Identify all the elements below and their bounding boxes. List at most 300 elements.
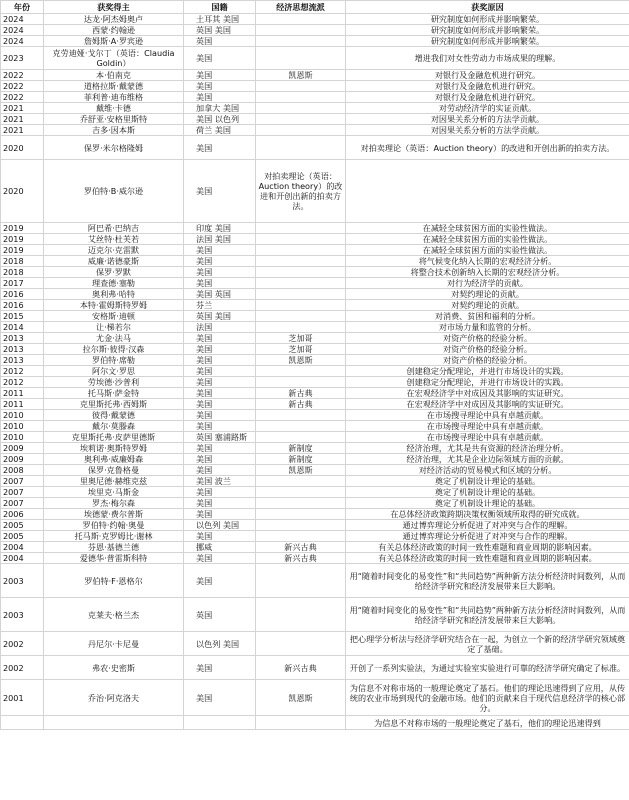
name-cell: 罗伯特·约翰·奥曼 [44, 520, 184, 531]
year-cell: 2009 [1, 443, 44, 454]
year-cell: 2013 [1, 344, 44, 355]
name-cell: 保罗·米尔格隆姆 [44, 136, 184, 160]
name-cell: 克里斯托弗·西姆斯 [44, 399, 184, 410]
year-cell: 2024 [1, 36, 44, 47]
year-cell: 2001 [1, 680, 44, 716]
nationality-cell: 美国 [184, 92, 256, 103]
school-cell: 凯恩斯 [256, 680, 346, 716]
table-row [1, 432, 629, 443]
reason-cell: 经济治理，尤其是企业边际领域方面的贡献。 [346, 454, 629, 465]
school-cell [256, 278, 346, 289]
school-cell: 新古典 [256, 388, 346, 399]
reason-cell: 在减轻全球贫困方面的实验性做法。 [346, 234, 629, 245]
year-cell: 2022 [1, 81, 44, 92]
name-cell: 让·梯若尔 [44, 322, 184, 333]
nationality-cell: 以色列 美国 [184, 632, 256, 656]
school-cell [256, 92, 346, 103]
name-cell: 埃莉诺·奥斯特罗姆 [44, 443, 184, 454]
reason-cell: 开创了一系列实验法，为通过实验室实验进行可靠的经济学研究确定了标准。 [346, 656, 629, 680]
reason-cell: 在市场搜寻理论中具有卓越贡献。 [346, 410, 629, 421]
reason-cell: 对消费、贫困和福利的分析。 [346, 311, 629, 322]
year-cell: 2022 [1, 70, 44, 81]
year-cell: 2011 [1, 388, 44, 399]
name-cell: 埃里克·马斯金 [44, 487, 184, 498]
table-row [1, 487, 629, 498]
header-school: 经济思想流派 [256, 1, 346, 14]
nationality-cell: 芬兰 [184, 300, 256, 311]
reason-cell: 在减轻全球贫困方面的实验性做法。 [346, 223, 629, 234]
reason-cell: 对拍卖理论（英语：Auction theory）的改进和开创出新的拍卖方法。 [346, 136, 629, 160]
table-row [1, 564, 629, 598]
name-cell: 本特·霍姆斯特罗姆 [44, 300, 184, 311]
table-row [1, 344, 629, 355]
table-row [1, 136, 629, 160]
school-cell [256, 632, 346, 656]
nationality-cell: 美国 [184, 656, 256, 680]
table-row [1, 421, 629, 432]
header-year: 年份 [1, 1, 44, 14]
nationality-cell: 美国 [184, 278, 256, 289]
nationality-cell: 美国 [184, 344, 256, 355]
name-cell: 罗杰·梅尔森 [44, 498, 184, 509]
school-cell [256, 103, 346, 114]
nationality-cell: 美国 [184, 498, 256, 509]
school-cell: 新兴古典 [256, 553, 346, 564]
header-nationality: 国籍 [184, 1, 256, 14]
table-row [1, 114, 629, 125]
table-row [1, 333, 629, 344]
table-row [1, 366, 629, 377]
school-cell [256, 245, 346, 256]
name-cell: 达龙·阿杰姆奥卢 [44, 14, 184, 25]
nationality-cell: 美国 [184, 388, 256, 399]
nationality-cell: 美国 波兰 [184, 476, 256, 487]
name-cell: 迈克尔·克雷默 [44, 245, 184, 256]
table-row [1, 388, 629, 399]
name-cell: 罗伯特·B·威尔逊 [44, 160, 184, 223]
year-cell: 2019 [1, 245, 44, 256]
reason-cell: 对契约理论的贡献。 [346, 289, 629, 300]
table-row [1, 223, 629, 234]
school-cell [256, 81, 346, 92]
nationality-cell: 美国 [184, 399, 256, 410]
name-cell: 罗伯特·F·恩格尔 [44, 564, 184, 598]
school-cell [256, 564, 346, 598]
reason-cell: 对行为经济学的贡献。 [346, 278, 629, 289]
table-row [1, 36, 629, 47]
table-row [1, 465, 629, 476]
school-cell [256, 476, 346, 487]
reason-cell: 有关总体经济政策的时间一致性难题和商业周期的影响因素。 [346, 542, 629, 553]
year-cell: 2019 [1, 234, 44, 245]
nationality-cell: 美国 [184, 355, 256, 366]
table-row [1, 14, 629, 25]
school-cell: 新兴古典 [256, 656, 346, 680]
reason-cell: 在宏观经济学中对成因及其影响的实证研究。 [346, 388, 629, 399]
reason-cell [346, 160, 629, 223]
school-cell [256, 421, 346, 432]
reason-cell: 对因果关系分析的方法学贡献。 [346, 125, 629, 136]
table-row [1, 542, 629, 553]
name-cell: 西蒙·约翰逊 [44, 25, 184, 36]
reason-cell: 研究制度如何形成并影响繁荣。 [346, 36, 629, 47]
year-cell: 2002 [1, 656, 44, 680]
reason-cell: 奠定了机制设计理论的基础。 [346, 487, 629, 498]
nationality-cell: 美国 [184, 410, 256, 421]
year-cell: 2003 [1, 598, 44, 632]
reason-cell: 在总体经济政策跨期决策权衡领域所取得的研究成就。 [346, 509, 629, 520]
table-row [1, 553, 629, 564]
reason-cell: 在市场搜寻理论中具有卓越贡献。 [346, 432, 629, 443]
name-cell: 菲利普·迪布维格 [44, 92, 184, 103]
year-cell: 2021 [1, 125, 44, 136]
year-cell: 2012 [1, 366, 44, 377]
name-cell: 拉尔斯·彼得·汉森 [44, 344, 184, 355]
table-row [1, 47, 629, 70]
year-cell: 2013 [1, 333, 44, 344]
name-cell: 保罗·克鲁格曼 [44, 465, 184, 476]
nationality-cell: 美国 [184, 333, 256, 344]
year-cell: 2017 [1, 278, 44, 289]
nationality-cell: 美国 [184, 465, 256, 476]
school-cell [256, 14, 346, 25]
reason-cell: 对劳动经济学的实证贡献。 [346, 103, 629, 114]
reason-cell: 创建稳定分配理论，并进行市场设计的实践。 [346, 366, 629, 377]
nationality-cell: 英国 美国 [184, 25, 256, 36]
nationality-cell: 土耳其 美国 [184, 14, 256, 25]
school-cell [256, 125, 346, 136]
table-row [1, 25, 629, 36]
school-cell [256, 25, 346, 36]
table-row [1, 443, 629, 454]
nationality-cell: 美国 [184, 509, 256, 520]
reason-cell: 对银行及金融危机进行研究。 [346, 70, 629, 81]
table-row [1, 498, 629, 509]
school-cell [256, 487, 346, 498]
nationality-cell: 美国 [184, 454, 256, 465]
reason-cell: 有关总体经济政策的时间一致性难题和商业周期的影响因素。 [346, 553, 629, 564]
nationality-cell: 美国 [184, 245, 256, 256]
table-row [1, 103, 629, 114]
school-cell: 对拍卖理论（英语：Auction theory）的改进和开创出新的拍卖方法。 [256, 160, 346, 223]
nationality-cell: 美国 [184, 47, 256, 70]
table-row [1, 598, 629, 632]
school-cell [256, 520, 346, 531]
school-cell [256, 267, 346, 278]
nationality-cell: 美国 [184, 366, 256, 377]
name-cell: 克里斯托弗·皮萨里德斯 [44, 432, 184, 443]
nationality-cell: 美国 以色列 [184, 114, 256, 125]
nationality-cell: 印度 美国 [184, 223, 256, 234]
table-row [1, 399, 629, 410]
reason-cell: 对资产价格的经验分析。 [346, 355, 629, 366]
table-row [1, 234, 629, 245]
school-cell [256, 322, 346, 333]
name-cell: 乔治·阿克洛夫 [44, 680, 184, 716]
name-cell: 爱德华·普雷斯科特 [44, 553, 184, 564]
reason-cell: 创建稳定分配理论，并进行市场设计的实践。 [346, 377, 629, 388]
nationality-cell: 美国 [184, 443, 256, 454]
name-cell: 芬恩·基德兰德 [44, 542, 184, 553]
name-cell: 乔舒亚·安格里斯特 [44, 114, 184, 125]
name-cell: 阿巴希·巴纳吉 [44, 223, 184, 234]
year-cell: 2009 [1, 454, 44, 465]
table-row [1, 509, 629, 520]
school-cell: 新兴古典 [256, 542, 346, 553]
nationality-cell: 美国 [184, 487, 256, 498]
reason-cell: 研究制度如何形成并影响繁荣。 [346, 25, 629, 36]
name-cell: 罗伯特·席勒 [44, 355, 184, 366]
table-row [1, 656, 629, 680]
table-row [1, 632, 629, 656]
table-row [1, 70, 629, 81]
year-cell: 2010 [1, 421, 44, 432]
name-cell [44, 716, 184, 730]
school-cell: 芝加哥 [256, 344, 346, 355]
reason-cell: 研究制度如何形成并影响繁荣。 [346, 14, 629, 25]
year-cell: 2024 [1, 14, 44, 25]
year-cell: 2021 [1, 103, 44, 114]
name-cell: 保罗·罗默 [44, 267, 184, 278]
table-row [1, 300, 629, 311]
table-row [1, 256, 629, 267]
name-cell: 奥利弗·哈特 [44, 289, 184, 300]
nationality-cell: 美国 [184, 553, 256, 564]
school-cell [256, 716, 346, 730]
year-cell: 2014 [1, 322, 44, 333]
nationality-cell: 美国 [184, 680, 256, 716]
name-cell: 彼得·戴蒙德 [44, 410, 184, 421]
school-cell [256, 289, 346, 300]
school-cell: 新古典 [256, 399, 346, 410]
school-cell [256, 256, 346, 267]
school-cell [256, 509, 346, 520]
nationality-cell: 法国 [184, 322, 256, 333]
name-cell: 吉多·因本斯 [44, 125, 184, 136]
year-cell: 2005 [1, 520, 44, 531]
school-cell: 芝加哥 [256, 333, 346, 344]
school-cell: 新制度 [256, 443, 346, 454]
year-cell [1, 716, 44, 730]
nationality-cell: 美国 英国 [184, 289, 256, 300]
name-cell: 克劳迪娅·戈尔丁（英语：Claudia Goldin） [44, 47, 184, 70]
nationality-cell: 英国 塞浦路斯 [184, 432, 256, 443]
table-row [1, 267, 629, 278]
name-cell: 阿尔文·罗思 [44, 366, 184, 377]
school-cell: 凯恩斯 [256, 355, 346, 366]
year-cell: 2015 [1, 311, 44, 322]
table-row [1, 531, 629, 542]
school-cell [256, 498, 346, 509]
school-cell: 新制度 [256, 454, 346, 465]
table-row [1, 322, 629, 333]
reason-cell: 对资产价格的经验分析。 [346, 344, 629, 355]
nationality-cell: 美国 [184, 421, 256, 432]
year-cell: 2007 [1, 487, 44, 498]
name-cell: 詹姆斯·A·罗宾逊 [44, 36, 184, 47]
reason-cell: 用“随着时间变化的易变性”和“共同趋势”两种新方法分析经济时间数列，从而给经济学研究和经济发展带来巨大影响。 [346, 598, 629, 632]
year-cell: 2020 [1, 160, 44, 223]
year-cell: 2019 [1, 223, 44, 234]
reason-cell: 对因果关系分析的方法学贡献。 [346, 114, 629, 125]
name-cell: 丹尼尔·卡尼曼 [44, 632, 184, 656]
name-cell: 奥利弗·威廉姆森 [44, 454, 184, 465]
school-cell [256, 114, 346, 125]
name-cell: 戴尔·莫滕森 [44, 421, 184, 432]
header-row [1, 1, 629, 14]
school-cell [256, 531, 346, 542]
reason-cell: 将气候变化纳入长期的宏观经济分析。 [346, 256, 629, 267]
nationality-cell: 美国 [184, 160, 256, 223]
school-cell [256, 223, 346, 234]
year-cell: 2016 [1, 289, 44, 300]
table-row [1, 355, 629, 366]
school-cell [256, 300, 346, 311]
school-cell [256, 311, 346, 322]
school-cell [256, 366, 346, 377]
table-row [1, 680, 629, 716]
reason-cell: 用“随着时间变化的易变性”和“共同趋势”两种新方法分析经济时间数列，从而给经济学研究和经济发展带来巨大影响。 [346, 564, 629, 598]
year-cell: 2018 [1, 267, 44, 278]
reason-cell: 经济治理，尤其是共有资源的经济治理分析。 [346, 443, 629, 454]
table-row [1, 92, 629, 103]
name-cell: 弗农·史密斯 [44, 656, 184, 680]
name-cell: 里奥尼德·赫维克兹 [44, 476, 184, 487]
nationality-cell: 美国 [184, 377, 256, 388]
nationality-cell: 美国 [184, 564, 256, 598]
year-cell: 2004 [1, 542, 44, 553]
year-cell: 2008 [1, 465, 44, 476]
nationality-cell: 美国 [184, 531, 256, 542]
table-row [1, 716, 629, 730]
table-body [1, 14, 629, 730]
reason-cell: 增进我们对女性劳动力市场成果的理解。 [346, 47, 629, 70]
name-cell: 劳埃德·沙普利 [44, 377, 184, 388]
table-row [1, 278, 629, 289]
reason-cell: 通过博弈理论分析促进了对冲突与合作的理解。 [346, 520, 629, 531]
year-cell: 2010 [1, 432, 44, 443]
school-cell: 凯恩斯 [256, 70, 346, 81]
reason-cell: 通过博弈理论分析促进了对冲突与合作的理解。 [346, 531, 629, 542]
nationality-cell: 荷兰 美国 [184, 125, 256, 136]
reason-cell: 在市场搜寻理论中具有卓越贡献。 [346, 421, 629, 432]
reason-cell: 把心理学分析法与经济学研究结合在一起，为创立一个新的经济学研究领域奠定了基础。 [346, 632, 629, 656]
nationality-cell: 美国 [184, 256, 256, 267]
table-row [1, 410, 629, 421]
school-cell [256, 410, 346, 421]
nationality-cell: 法国 美国 [184, 234, 256, 245]
name-cell: 理查德·塞勒 [44, 278, 184, 289]
year-cell: 2013 [1, 355, 44, 366]
year-cell: 2005 [1, 531, 44, 542]
school-cell [256, 598, 346, 632]
table-row [1, 81, 629, 92]
name-cell: 艾丝特·杜芙若 [44, 234, 184, 245]
year-cell: 2023 [1, 47, 44, 70]
reason-cell: 在减轻全球贫困方面的实验性做法。 [346, 245, 629, 256]
nationality-cell: 挪威 [184, 542, 256, 553]
school-cell: 凯恩斯 [256, 465, 346, 476]
school-cell [256, 234, 346, 245]
year-cell: 2010 [1, 410, 44, 421]
name-cell: 托马斯·萨金特 [44, 388, 184, 399]
table-row [1, 289, 629, 300]
reason-cell: 对市场力量和监管的分析。 [346, 322, 629, 333]
nationality-cell: 英国 [184, 36, 256, 47]
name-cell: 托马斯·克罗姆比·谢林 [44, 531, 184, 542]
table-row [1, 520, 629, 531]
school-cell [256, 136, 346, 160]
year-cell: 2020 [1, 136, 44, 160]
nationality-cell: 美国 [184, 81, 256, 92]
name-cell: 尤金·法马 [44, 333, 184, 344]
reason-cell: 对契约理论的贡献。 [346, 300, 629, 311]
year-cell: 2012 [1, 377, 44, 388]
table-row [1, 476, 629, 487]
nationality-cell: 以色列 美国 [184, 520, 256, 531]
year-cell: 2011 [1, 399, 44, 410]
table-row [1, 454, 629, 465]
header-name: 获奖得主 [44, 1, 184, 14]
name-cell: 本·伯南克 [44, 70, 184, 81]
table-row [1, 125, 629, 136]
school-cell [256, 47, 346, 70]
year-cell: 2016 [1, 300, 44, 311]
year-cell: 2002 [1, 632, 44, 656]
school-cell [256, 432, 346, 443]
year-cell: 2022 [1, 92, 44, 103]
reason-cell: 在宏观经济学中对成因及其影响的实证研究。 [346, 399, 629, 410]
reason-cell: 对经济活动的贸易模式和区域的分析。 [346, 465, 629, 476]
reason-cell: 奠定了机制设计理论的基础。 [346, 498, 629, 509]
school-cell [256, 36, 346, 47]
school-cell [256, 377, 346, 388]
year-cell: 2021 [1, 114, 44, 125]
nationality-cell: 美国 [184, 70, 256, 81]
table-row [1, 377, 629, 388]
name-cell: 威廉·诺德豪斯 [44, 256, 184, 267]
table-row [1, 311, 629, 322]
header-reason: 获奖原因 [346, 1, 629, 14]
year-cell: 2018 [1, 256, 44, 267]
nationality-cell: 加拿大 美国 [184, 103, 256, 114]
year-cell: 2024 [1, 25, 44, 36]
nationality-cell: 英国 [184, 598, 256, 632]
name-cell: 安格斯·迪顿 [44, 311, 184, 322]
name-cell: 戴维·卡德 [44, 103, 184, 114]
reason-cell: 奠定了机制设计理论的基础。 [346, 476, 629, 487]
reason-cell: 将整合技术创新纳入长期的宏观经济分析。 [346, 267, 629, 278]
year-cell: 2006 [1, 509, 44, 520]
name-cell: 埃德蒙·费尔普斯 [44, 509, 184, 520]
nationality-cell: 美国 [184, 267, 256, 278]
nationality-cell [184, 716, 256, 730]
nationality-cell: 美国 [184, 136, 256, 160]
year-cell: 2007 [1, 498, 44, 509]
name-cell: 道格拉斯·戴蒙德 [44, 81, 184, 92]
reason-cell: 为信息不对称市场的一般理论奠定了基石，他们的理论迅速得到 [346, 716, 629, 730]
year-cell: 2003 [1, 564, 44, 598]
nationality-cell: 英国 美国 [184, 311, 256, 322]
table-row [1, 160, 629, 223]
reason-cell: 为信息不对称市场的一般理论奠定了基石。他们的理论迅速得到了应用，从传统的农业市场到现代的金融市场。他们的贡献来自于现代信息经济学的核心部分。 [346, 680, 629, 716]
name-cell: 克莱夫·格兰杰 [44, 598, 184, 632]
reason-cell: 对银行及金融危机进行研究。 [346, 81, 629, 92]
table-row [1, 245, 629, 256]
reason-cell: 对银行及金融危机进行研究。 [346, 92, 629, 103]
year-cell: 2004 [1, 553, 44, 564]
reason-cell: 对资产价格的经验分析。 [346, 333, 629, 344]
